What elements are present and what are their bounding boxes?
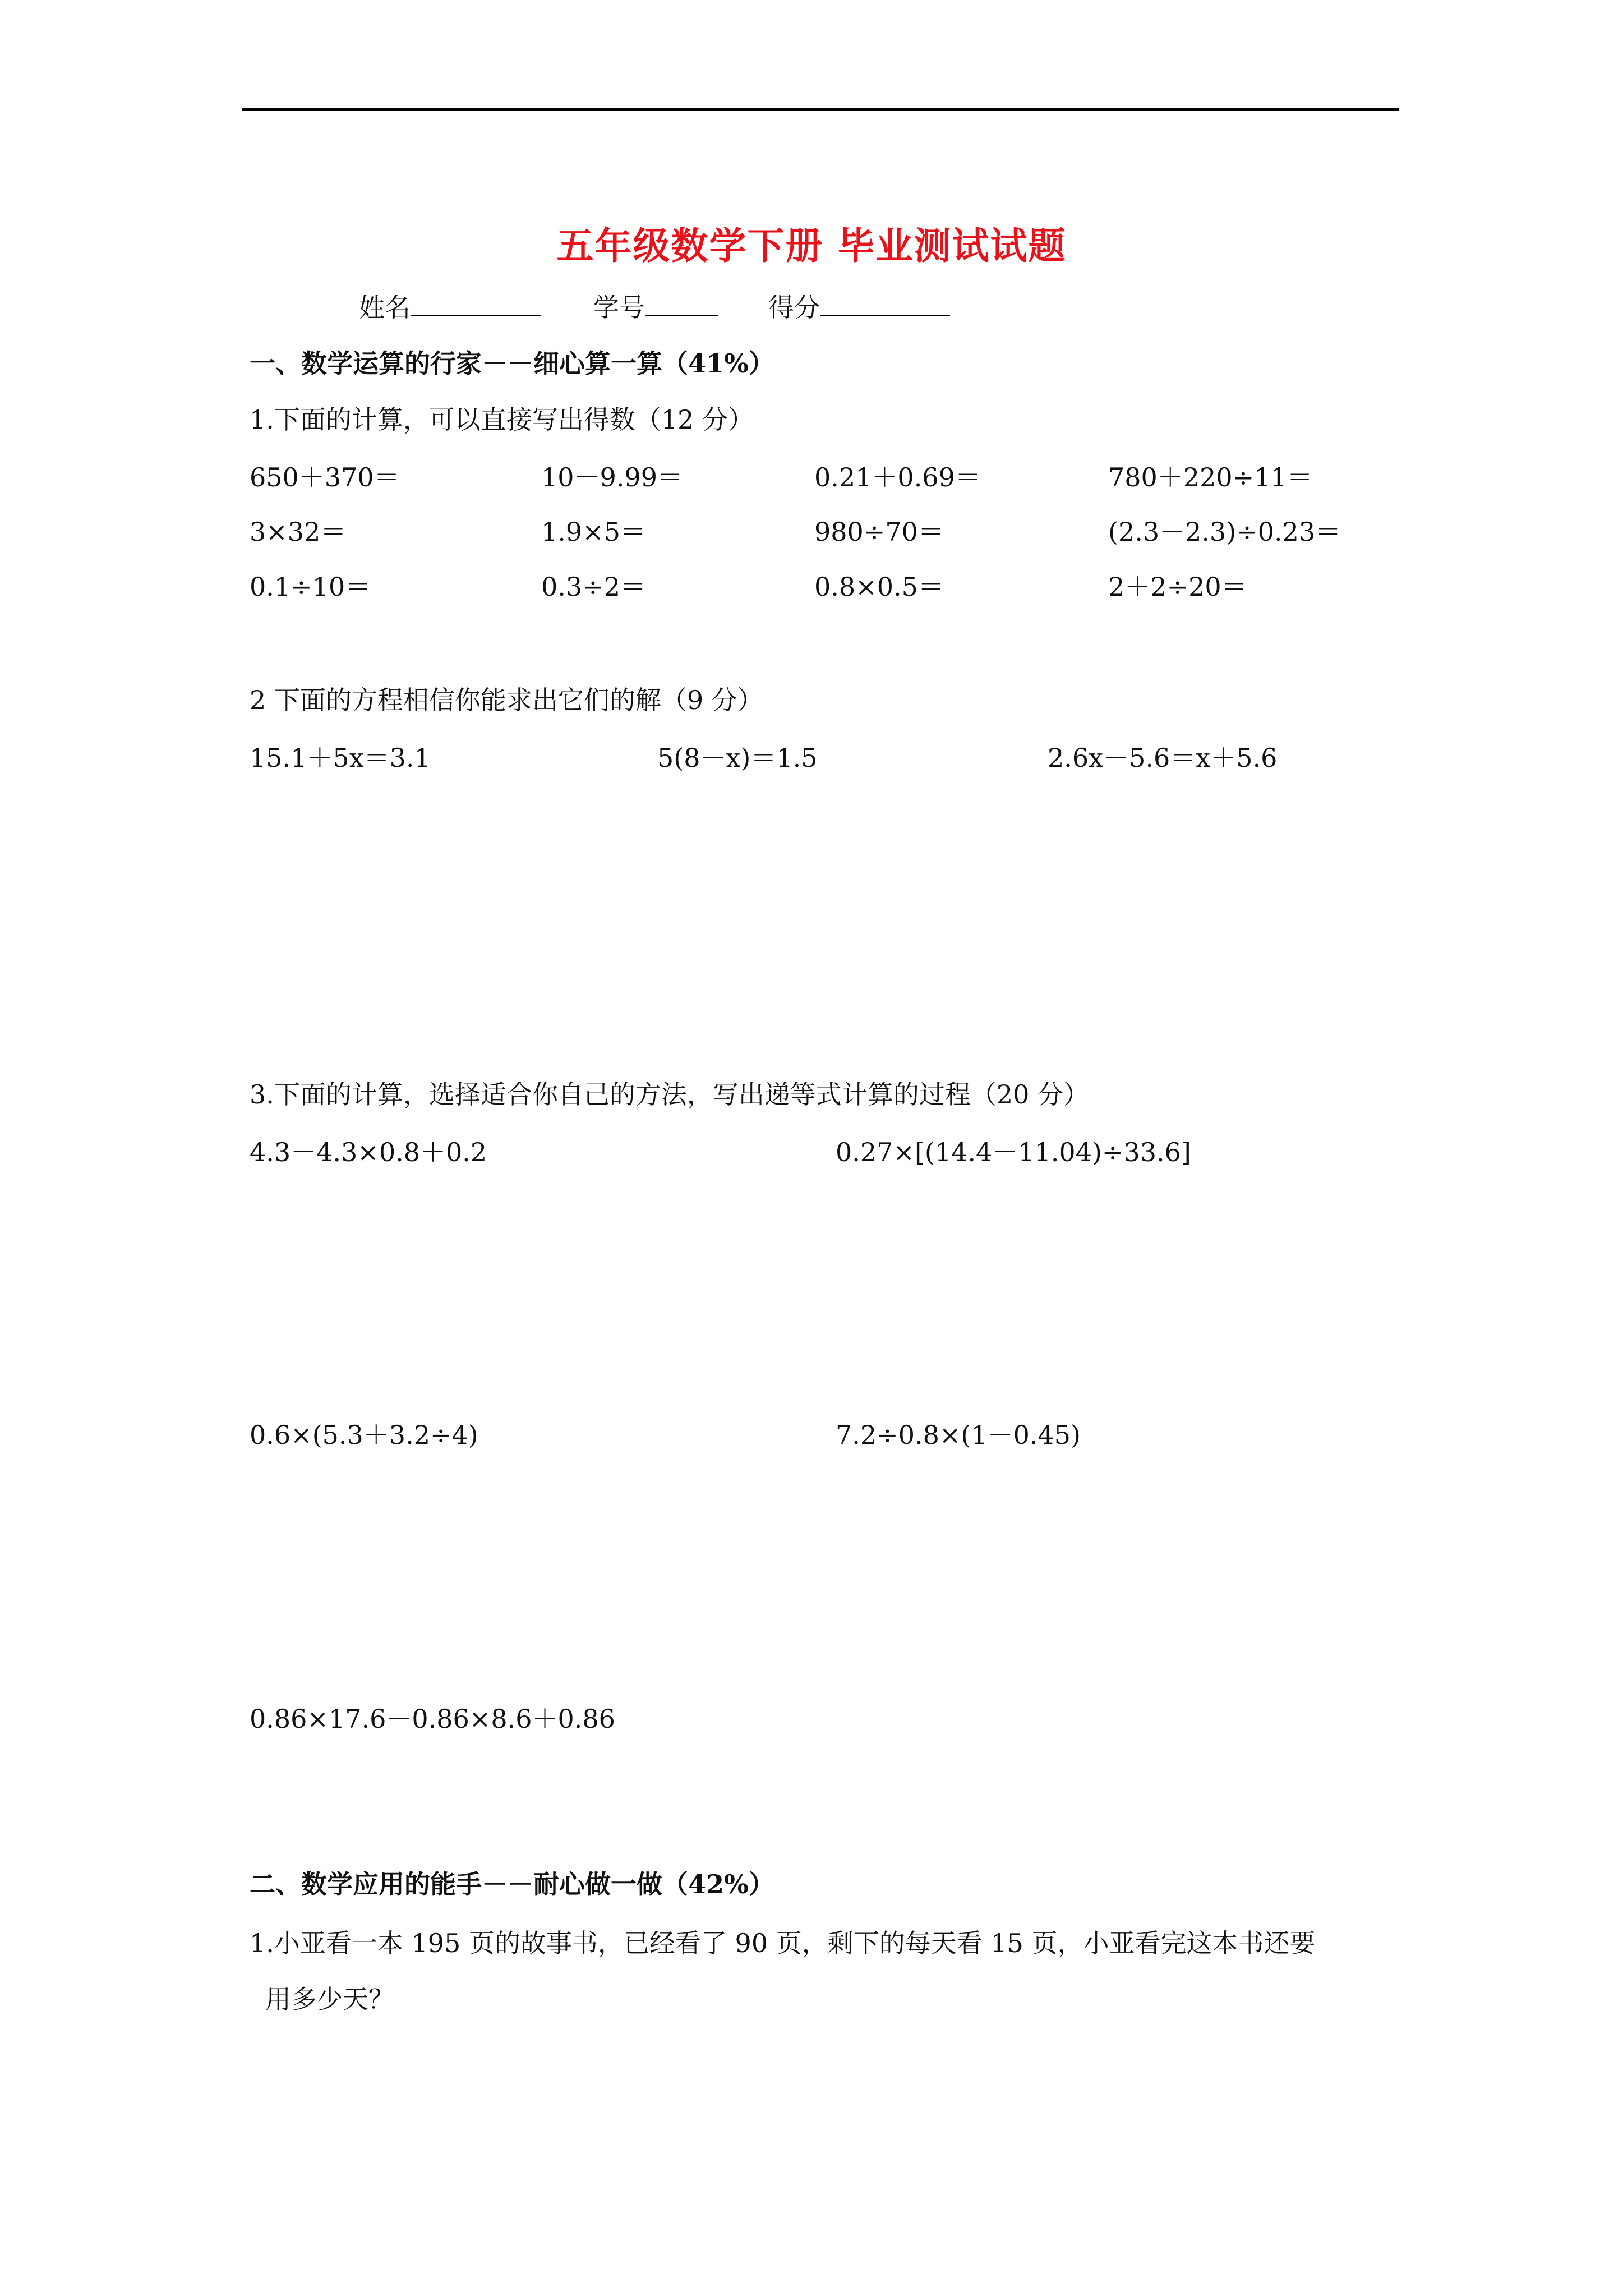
name-blank[interactable]: [411, 289, 541, 316]
q1-item: 650＋370＝: [250, 462, 400, 493]
s2-q1-text: 1.小亚看一本 195 页的故事书，已经看了 90 页，剩下的每天看 15 页，小亚看完这本书还要: [250, 1928, 1316, 1958]
q1-item: 10－9.99＝: [541, 462, 683, 493]
student-id-blank[interactable]: [645, 289, 718, 316]
name-label: 姓名: [359, 292, 411, 323]
q2-equation: 2.6x－5.6＝x＋5.6: [1048, 743, 1278, 773]
section1-heading: 一、数学运算的行家－－细心算一算（41%）: [250, 348, 774, 379]
q1-item: 980÷70＝: [814, 517, 944, 547]
q1-item: 2＋2÷20＝: [1108, 572, 1247, 602]
q3-expression: 0.27×[(14.4－11.04)÷33.6]: [836, 1137, 1191, 1167]
q1-item: 0.21＋0.69＝: [814, 462, 981, 493]
q2-equation: 5(8－x)＝1.5: [657, 743, 818, 773]
q1-item: 3×32＝: [250, 517, 347, 547]
q3-expression: 4.3－4.3×0.8＋0.2: [250, 1137, 487, 1167]
page-title: 五年级数学下册 毕业测试试题: [556, 224, 1067, 268]
q1-item: (2.3－2.3)÷0.23＝: [1108, 517, 1341, 547]
q1-prompt: 1.下面的计算，可以直接写出得数（12 分）: [250, 404, 754, 435]
q1-item: 1.9×5＝: [541, 517, 646, 547]
q2-equation: 15.1＋5x＝3.1: [250, 743, 431, 773]
student-id-field[interactable]: [593, 287, 718, 324]
q2-prompt: 2 下面的方程相信你能求出它们的解（9 分）: [250, 685, 763, 715]
q3-prompt: 3.下面的计算，选择适合你自己的方法，写出递等式计算的过程（20 分）: [250, 1079, 1090, 1110]
q3-expression: 7.2÷0.8×(1－0.45): [836, 1420, 1081, 1450]
q1-item: 780＋220÷11＝: [1108, 462, 1313, 493]
score-label: 得分: [768, 292, 820, 323]
s2-q1-text-cont: 用多少天？: [265, 1984, 394, 2014]
q1-item: 0.1÷10＝: [250, 572, 371, 602]
q3-expression: 0.6×(5.3＋3.2÷4): [250, 1420, 478, 1450]
header-rule: [242, 108, 1399, 111]
section2-heading: 二、数学应用的能手－－耐心做一做（42%）: [250, 1869, 774, 1899]
name-field[interactable]: [359, 287, 541, 324]
q3-expression: 0.86×17.6－0.86×8.6＋0.86: [250, 1704, 615, 1734]
q1-item: 0.8×0.5＝: [814, 572, 944, 602]
score-blank[interactable]: [820, 289, 950, 316]
score-field[interactable]: [768, 287, 950, 324]
q1-item: 0.3÷2＝: [541, 572, 646, 602]
student-id-label: 学号: [593, 292, 645, 323]
